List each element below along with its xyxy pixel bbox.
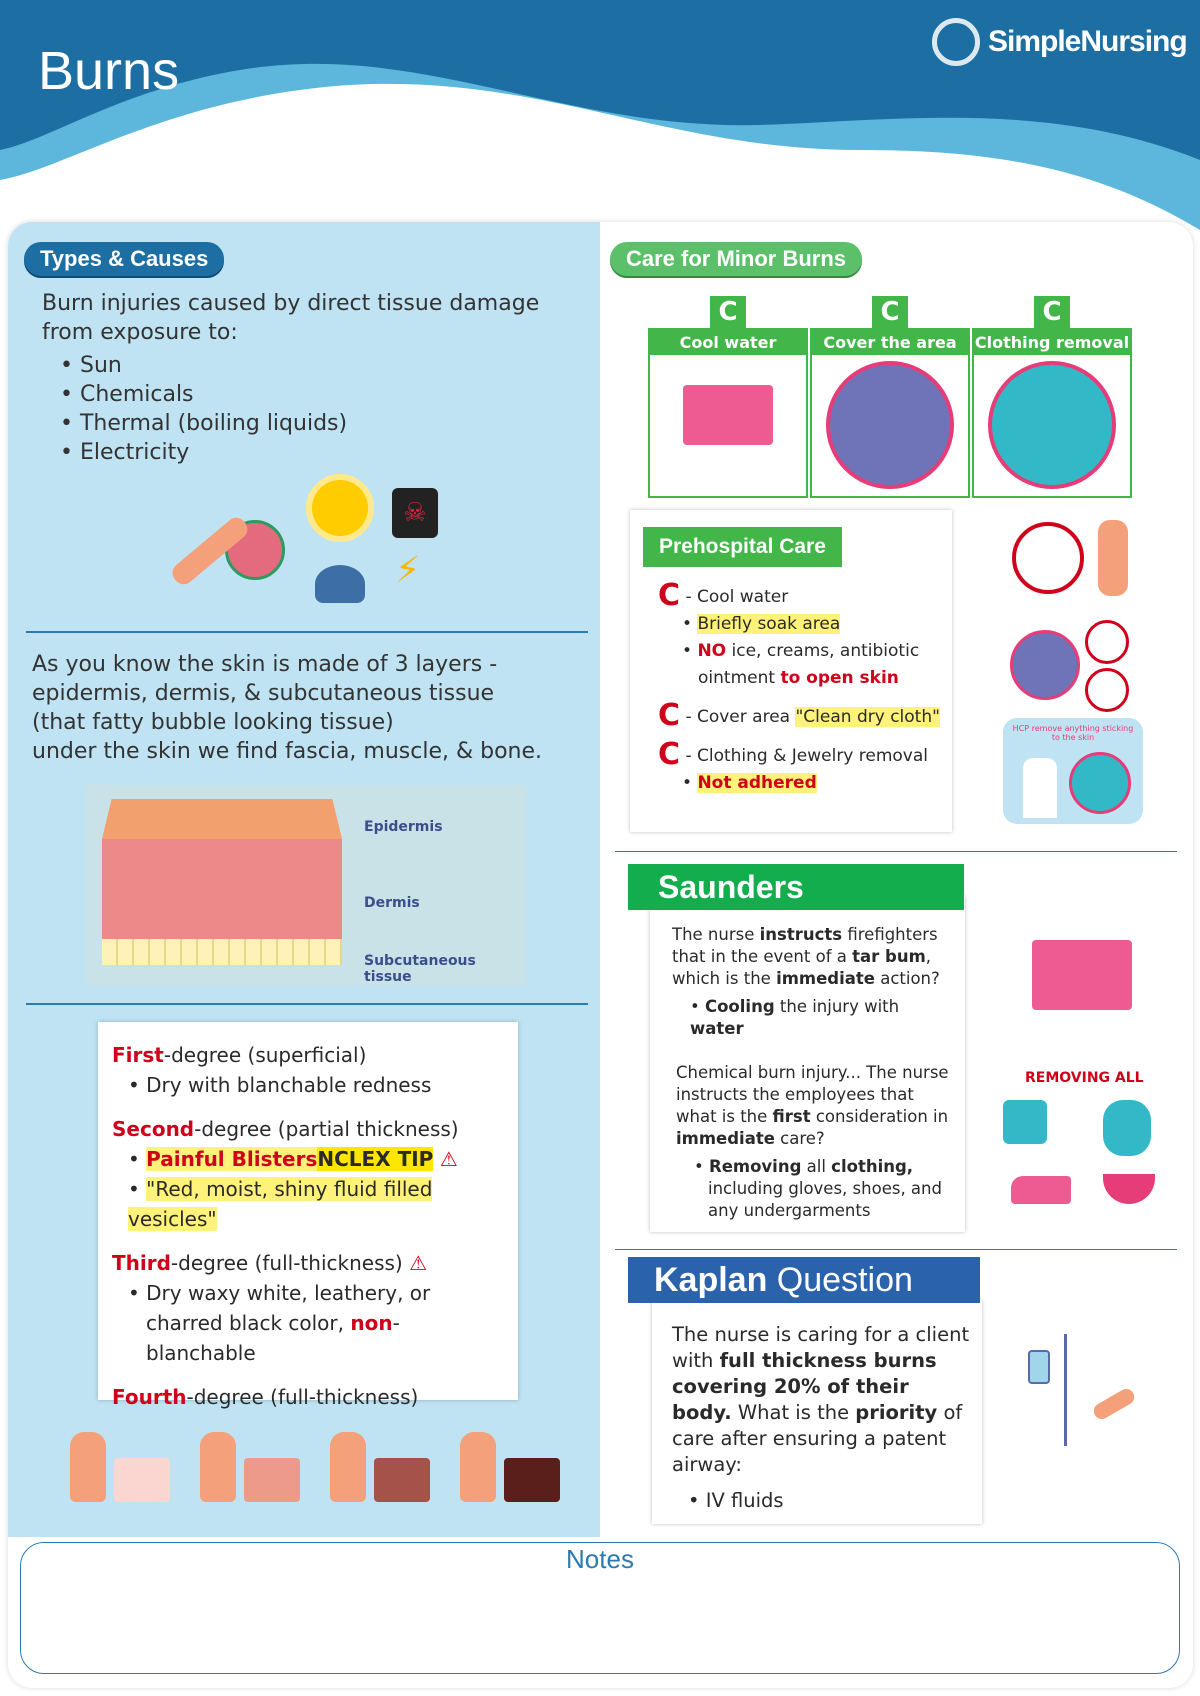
stethoscope-heart-icon <box>932 18 980 66</box>
cause-item: • Electricity <box>60 440 190 465</box>
saunders-answer-2: • Removing all clothing, including gloves, shoes, and any undergarments <box>694 1157 942 1220</box>
electric-plug-icon: ⚡ <box>395 550 421 591</box>
second-degree-bullet: • Painful BlistersNCLEX TIP ⚠ <box>128 1147 458 1171</box>
cool-water-item: C - Cool water <box>658 578 789 613</box>
kaplan-content <box>672 1322 972 1514</box>
tar-burn-water-illustration <box>1032 940 1132 1010</box>
burned-hand-icon <box>1098 520 1128 596</box>
hcp-caption: HCP remove anything sticking to the skin <box>1012 724 1134 742</box>
brand-name: SimpleNursing <box>988 25 1187 58</box>
dermis-layer <box>102 839 342 939</box>
saunders-answer-1: • Cooling the injury with water <box>690 997 900 1038</box>
no-ice-creams-icon <box>1012 522 1084 594</box>
skin-layers-diagram <box>86 785 526 985</box>
causes-list <box>60 351 347 467</box>
kaplan-question: The nurse is caring for a client with full thickness burns covering 20% of their body. What is the priority of care after ensuring a patent airway: <box>672 1323 970 1476</box>
first-degree-bullet: • Dry with blanchable redness <box>128 1073 432 1097</box>
saunders-content <box>672 924 957 1222</box>
page-title: Burns <box>38 41 180 101</box>
notes-label: Notes <box>566 1544 634 1574</box>
second-degree-heading: Second-degree (partial thickness) <box>112 1117 459 1141</box>
iv-fluids-illustration <box>1022 1330 1142 1450</box>
cover-cloth-icon <box>826 361 954 489</box>
subcutaneous-layer <box>102 939 342 965</box>
no-creams-icon <box>1085 620 1129 664</box>
epidermis-layer <box>102 799 342 839</box>
cover-area-item: C - Cover area "Clean dry cloth" <box>658 698 940 733</box>
section-label-minor-burns: Care for Minor Burns <box>610 242 862 276</box>
clothing-items-illustration <box>1003 1100 1163 1210</box>
kettle-icon <box>315 565 365 603</box>
first-degree-heading: First-degree (superficial) <box>112 1043 367 1067</box>
skin-layers-text: As you know the skin is made of 3 layers - epidermis, dermis, & subcutaneous tissue (that fatty bubble looking tissue) under the skin we find fascia, muscle, & bone. <box>32 652 543 764</box>
chemical-skull-icon: ☠ <box>392 488 438 538</box>
divider <box>615 851 1177 852</box>
brand-logo <box>932 18 1187 66</box>
saunders-question-1: The nurse instructs firefighters that in the event of a tar bum, which is the immediate action? <box>672 925 940 988</box>
label-subcutaneous: Subcutaneous tissue <box>364 953 476 985</box>
divider <box>615 1249 1177 1250</box>
warning-icon: ⚠ <box>409 1251 428 1275</box>
c-panel-clothing-removal: C Clothing removal <box>972 296 1132 498</box>
prehospital-title: Prehospital Care <box>643 527 842 567</box>
second-degree-illustration <box>200 1432 300 1502</box>
divider <box>26 1003 588 1005</box>
third-degree-illustration <box>330 1432 430 1502</box>
c-panel-cover-area: C Cover the area <box>810 296 970 498</box>
burned-arm-illustration <box>165 500 285 590</box>
third-degree-heading: Third-degree (full-thickness) ⚠ <box>112 1251 428 1275</box>
first-degree-illustration <box>70 1432 170 1502</box>
fourth-degree-heading: Fourth-degree (full-thickness) <box>112 1385 419 1409</box>
no-open-skin-icon <box>1085 668 1129 712</box>
third-degree-bullet: • Dry waxy white, leathery, or charred black color, non-blanchable <box>128 1281 431 1365</box>
label-dermis: Dermis <box>364 895 420 911</box>
prehospital-content: C - Cool water • Briefly soak area • NO ice, creams, antibiotic ointment to open skin C - Cover area "Clean dry cloth" C - Clothing & Jewelry removal • Not adhered <box>658 582 948 797</box>
burn-degrees-box <box>98 1022 518 1409</box>
nclex-tip-badge: NCLEX TIP <box>317 1147 434 1171</box>
three-c-panels <box>648 296 1132 498</box>
cause-item: • Sun <box>60 353 122 378</box>
kaplan-title: Kaplan Question <box>628 1257 980 1303</box>
clothing-item: C - Clothing & Jewelry removal <box>658 737 929 772</box>
cause-item: • Thermal (boiling liquids) <box>60 411 348 436</box>
removing-all-caption: REMOVING ALL <box>1025 1070 1144 1086</box>
sun-icon <box>312 480 368 536</box>
section-label-types: Types & Causes <box>24 242 224 276</box>
second-degree-bullet: • "Red, moist, shiny fluid filled vesicles" <box>128 1177 433 1231</box>
water-basin-icon <box>683 385 773 445</box>
clothing-removal-icon <box>988 361 1116 489</box>
kaplan-answer: • IV fluids <box>688 1489 784 1512</box>
burn-degree-illustrations <box>70 1432 560 1502</box>
cause-item: • Chemicals <box>60 382 194 407</box>
divider <box>26 631 588 633</box>
cover-cloth-small-icon <box>1010 630 1080 700</box>
warning-icon: ⚠ <box>439 1147 458 1171</box>
c-panel-cool-water: C Cool water <box>648 296 808 498</box>
saunders-title: Saunders <box>628 864 964 910</box>
saunders-question-2: Chemical burn injury... The nurse instructs the employees that what is the first consideration in immediate care? <box>676 1063 949 1148</box>
fourth-degree-illustration <box>460 1432 560 1502</box>
hcp-removal-illustration <box>1003 718 1143 824</box>
label-epidermis: Epidermis <box>364 819 443 835</box>
types-intro: Burn injuries caused by direct tissue damage from exposure to: <box>42 291 540 345</box>
